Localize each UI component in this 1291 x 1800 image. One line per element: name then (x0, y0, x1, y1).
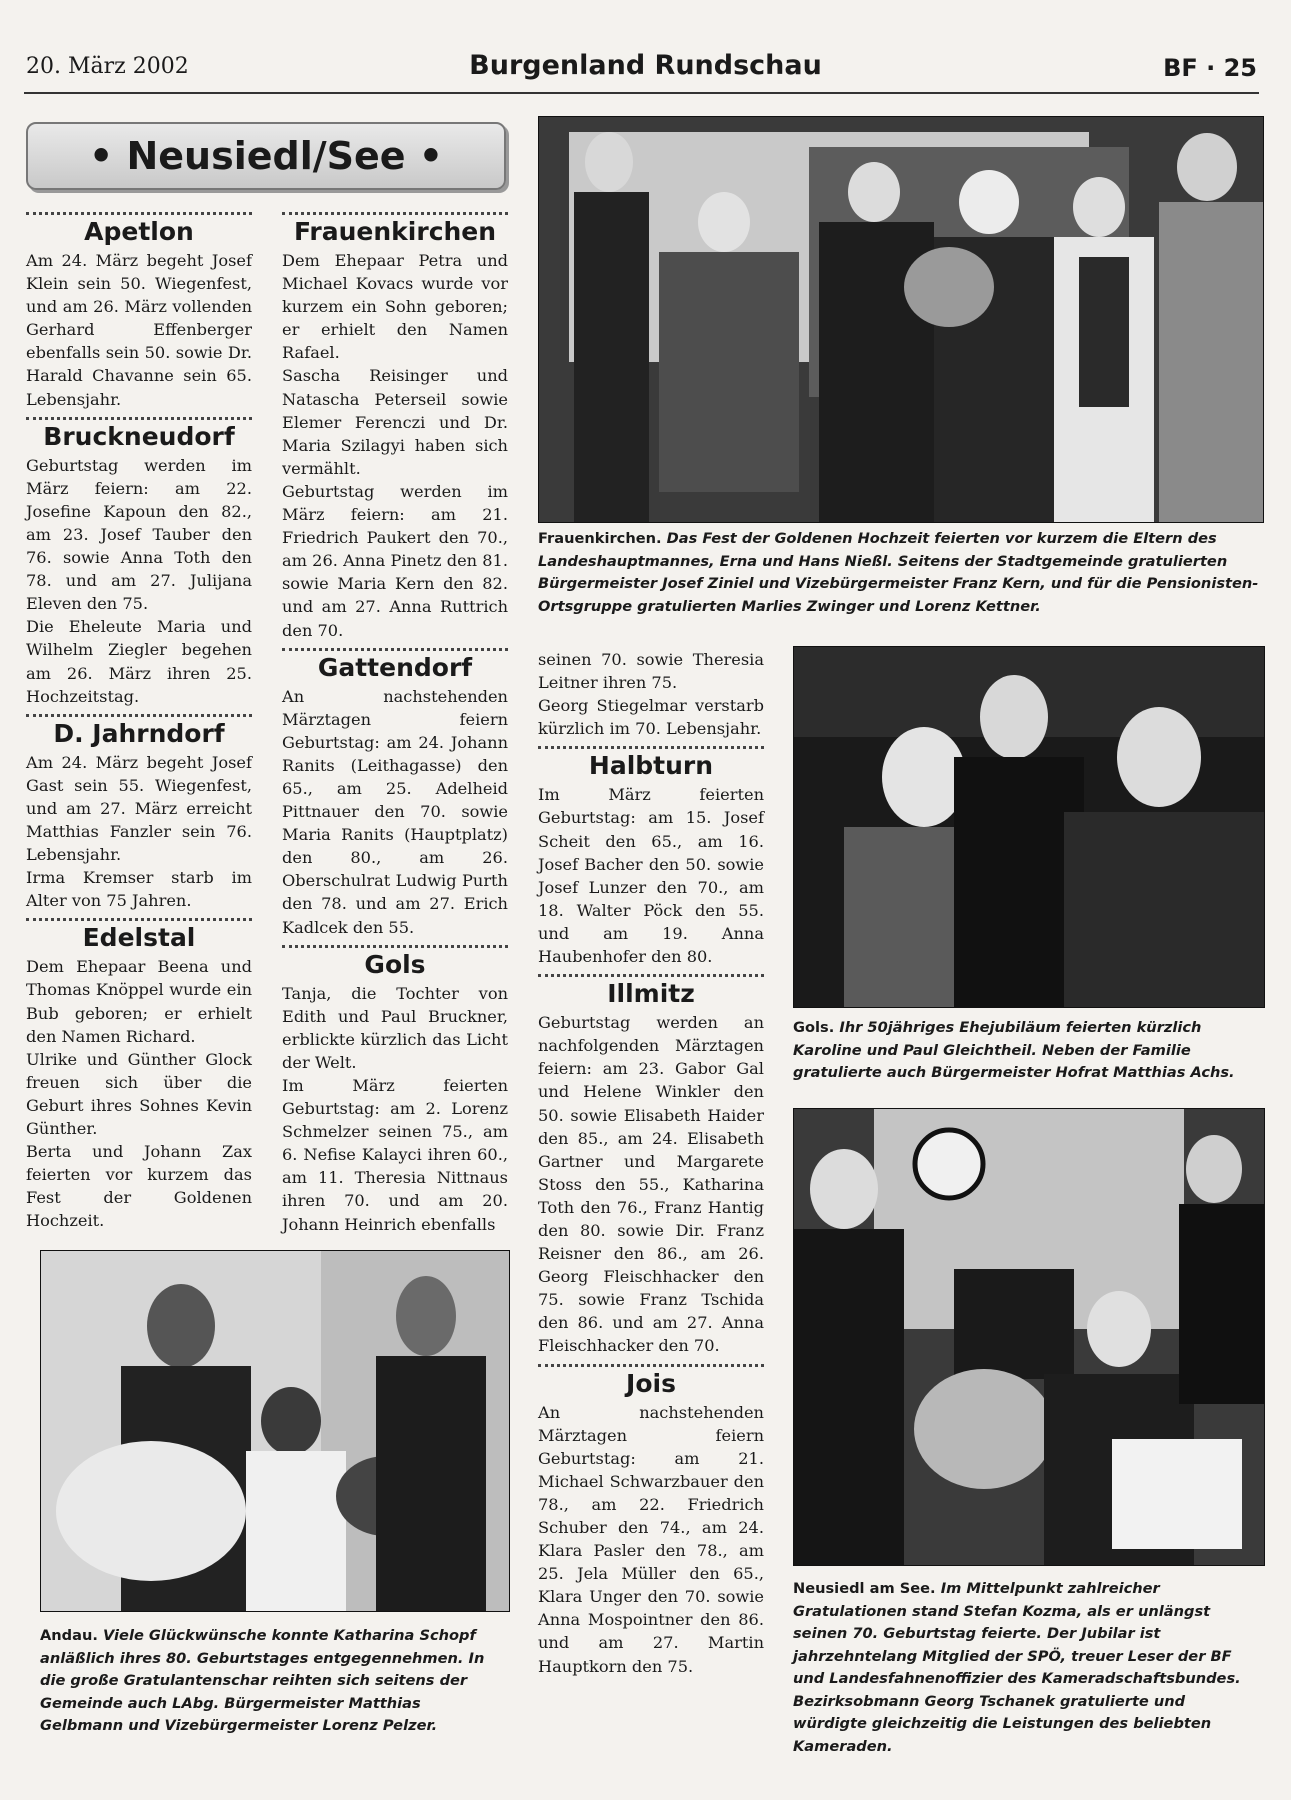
section-d-jahrndorf (26, 714, 252, 913)
section-text: Ulrike und Günther Glock freuen sich über die Geburt ihres Sohnes Kevin Günther. (26, 1049, 252, 1138)
section-text: Am 24. März begeht Josef Klein sein 50. Wiegenfest, und am 26. März vollenden Gerhard Effenberger ebenfalls sein 50. sowie Dr. Harald Chavanne sein 65. Lebensjahr. (26, 251, 252, 409)
section-text: Dem Ehepaar Beena und Thomas Knöppel wurde ein Bub geboren; er erhielt den Namen Richard. (26, 957, 252, 1046)
section-divider (282, 212, 508, 215)
section-text: Tanja, die Tochter von Edith und Paul Bruckner, erblickte kürzlich das Licht der Welt. (282, 983, 508, 1072)
section-text: Im März feierten Geburtstag: am 15. Josef Scheit den 65., am 16. Josef Bacher den 50. sowie Josef Lunzer den 70., am 18. Walter Pöck den 55. und am 19. Anna Haubenhofer den 80. (538, 785, 764, 967)
section-divider (26, 417, 252, 420)
column-1 (26, 206, 252, 1232)
section-text: Georg Stiegelmar verstarb kürzlich im 70. Lebensjahr. (538, 696, 764, 739)
section-heading: Bruckneudorf (43, 421, 235, 451)
caption-text: Im Mittelpunkt zahlreicher Gratulationen stand Stefan Kozma, als er unlängst seinen 70. Geburtstag feierte. Der Jubilar ist jahrzehntelang Mitglied der SPÖ, treuer Leser der BF und Landesfahnenoffizier des Kameradschaftsbundes. Bezirksobmann Georg Tschanek gratulierte und würdigte gleichzeitig die Leistungen des beliebten Kameraden. (793, 1580, 1241, 1755)
section-text: Am 24. März begeht Josef Gast sein 55. Wiegenfest, und am 27. März erreicht Matthias Fanzler sein 76. Lebensjahr. (26, 752, 252, 865)
section-heading: Jois (626, 1368, 676, 1398)
photo-frauenkirchen (538, 116, 1264, 523)
photo-gols (793, 646, 1265, 1008)
section-heading: Halbturn (588, 751, 714, 781)
section-text: Die Eheleute Maria und Wilhelm Ziegler begehen am 26. März ihren 25. Hochzeitstag. (26, 617, 252, 706)
section-divider (538, 1364, 764, 1367)
section-divider (282, 648, 508, 651)
photo-andau (40, 1250, 510, 1612)
section-text: Geburtstag werden im März feiern: am 21. Friedrich Paukert den 70., am 26. Anna Pinetz den 81. sowie Maria Kern den 82. und am 27. Anna Ruttrich den 70. (282, 481, 508, 640)
section-text: Sascha Reisinger und Natascha Peterseil sowie Elemer Ferenczi und Dr. Maria Szilagyi haben sich vermählt. (282, 366, 508, 478)
caption-gols (793, 1017, 1263, 1085)
section-divider (538, 746, 764, 749)
issue-date: 20. März 2002 (26, 54, 189, 79)
section-text: An nachstehenden Märztagen feiern Geburtstag: am 24. Johann Ranits (Leithagasse) den 65., am 25. Adelheid Pittnauer den 70. sowie Maria Ranits (Hauptplatz) den 80., am 26. Oberschulrat Ludwig Purth den 78. und am 27. Erich Kadlcek den 55. (282, 686, 508, 937)
section-heading: D. Jahrndorf (53, 718, 225, 748)
section-bruckneudorf (26, 417, 252, 708)
column-3 (538, 648, 764, 1678)
caption-place: Andau. (40, 1627, 98, 1644)
caption-neusiedl (793, 1578, 1263, 1758)
section-heading: Gattendorf (317, 652, 473, 682)
section-frauenkirchen (282, 212, 508, 642)
section-text: Dem Ehepaar Petra und Michael Kovacs wurde vor kurzem ein Sohn geboren; er erhielt den Namen Rafael. (282, 251, 508, 363)
section-gols (282, 945, 508, 1236)
caption-frauenkirchen (538, 528, 1262, 618)
section-text: An nachstehenden Märztagen feiern Geburtstag: am 21. Michael Schwarzbauer den 78., am 22. Friedrich Schuber den 74., am 24. Klara Pasler den 78., am 25. Jela Müller den 65., Klara Unger den 70. sowie Anna Mospointner den 86. und am 27. Martin Hauptkorn den 75. (538, 1402, 764, 1676)
section-apetlon (26, 212, 252, 411)
section-heading: Gols (364, 949, 426, 979)
section-text: Irma Kremser starb im Alter von 75 Jahren. (26, 868, 252, 911)
section-divider (282, 945, 508, 948)
caption-place: Neusiedl am See. (793, 1580, 936, 1597)
section-heading: Frauenkirchen (293, 217, 497, 246)
section-illmitz (538, 974, 764, 1357)
section-text: seinen 70. sowie Theresia Leitner ihren 75. (538, 650, 764, 693)
caption-text: Das Fest der Goldenen Hochzeit feierten vor kurzem die Eltern des Landeshauptmannes, Erna und Hans Nießl. Seitens der Stadtgemeinde gratulierten Bürgermeister Josef Ziniel und Vizebürgermeister Franz Kern, und für die Pensionisten-Ortsgruppe gratulierten Marlies Zwinger und Lorenz Kettner. (538, 530, 1259, 615)
section-text: Geburtstag werden im März feiern: am 22. Josefine Kapoun den 82., am 23. Josef Tauber den 76. sowie Anna Toth den 78. und am 27. Julijana Eleven den 75. (26, 455, 252, 614)
section-jois (538, 1364, 764, 1678)
section-text: Berta und Johann Zax feierten vor kurzem das Fest der Goldenen Hochzeit. (26, 1142, 252, 1231)
masthead-rule (24, 92, 1259, 94)
section-divider (26, 212, 252, 215)
section-heading: Edelstal (82, 923, 196, 953)
caption-text: Ihr 50jähriges Ehejubiläum feierten kürzlich Karoline und Paul Gleichtheil. Neben der Familie gratulierte auch Bürgermeister Hofrat Matthias Achs. (793, 1019, 1235, 1081)
photo-gols-image (794, 647, 1264, 1007)
caption-text: Viele Glückwünsche konnte Katharina Schopf anläßlich ihres 80. Geburtstages entgegennehmen. In die große Gratulantenschar reihten sich seitens der Gemeinde auch LAbg. Bürgermeister Matthias Gelbmann und Vizebürgermeister Lorenz Pelzer. (40, 1627, 485, 1734)
section-gols-continued (538, 648, 764, 740)
section-gattendorf (282, 648, 508, 939)
caption-place: Gols. (793, 1019, 835, 1036)
section-divider (26, 714, 252, 717)
newspaper-name: Burgenland Rundschau (469, 50, 822, 81)
photo-neusiedl (793, 1108, 1265, 1566)
photo-andau-image (41, 1251, 509, 1611)
section-text: Im März feierten Geburtstag: am 2. Lorenz Schmelzer seinen 75., am 6. Nefise Kalayci ihren 60., am 11. Theresia Nittnaus ihren 70. und am 20. Johann Heinrich ebenfalls (282, 1076, 508, 1234)
photo-neusiedl-image (794, 1109, 1264, 1565)
section-divider (538, 974, 764, 977)
photo-frauenkirchen-image (539, 117, 1263, 522)
section-halbturn (538, 746, 764, 968)
caption-andau (40, 1625, 508, 1738)
page-number: BF · 25 (1163, 54, 1257, 82)
column-2 (282, 206, 508, 1236)
section-heading: Illmitz (607, 979, 695, 1009)
region-banner: • Neusiedl/See • (26, 122, 506, 190)
section-text: Geburtstag werden an nachfolgenden Märztagen feiern: am 23. Gabor Gal und Helene Winkler den 50. sowie Elisabeth Haider den 85., am 24. Elisabeth Gartner und Margarete Stoss den 55., Katharina Toth den 76., Franz Hantig den 80. sowie Dir. Franz Reisner den 86., am 26. Georg Fleischhacker den 75. sowie Franz Tschida den 86. und am 27. Anna Fleischhacker den 70. (538, 1013, 764, 1356)
section-divider (26, 918, 252, 921)
section-heading: Apetlon (84, 217, 194, 246)
caption-place: Frauenkirchen. (538, 530, 662, 547)
section-edelstal (26, 918, 252, 1232)
